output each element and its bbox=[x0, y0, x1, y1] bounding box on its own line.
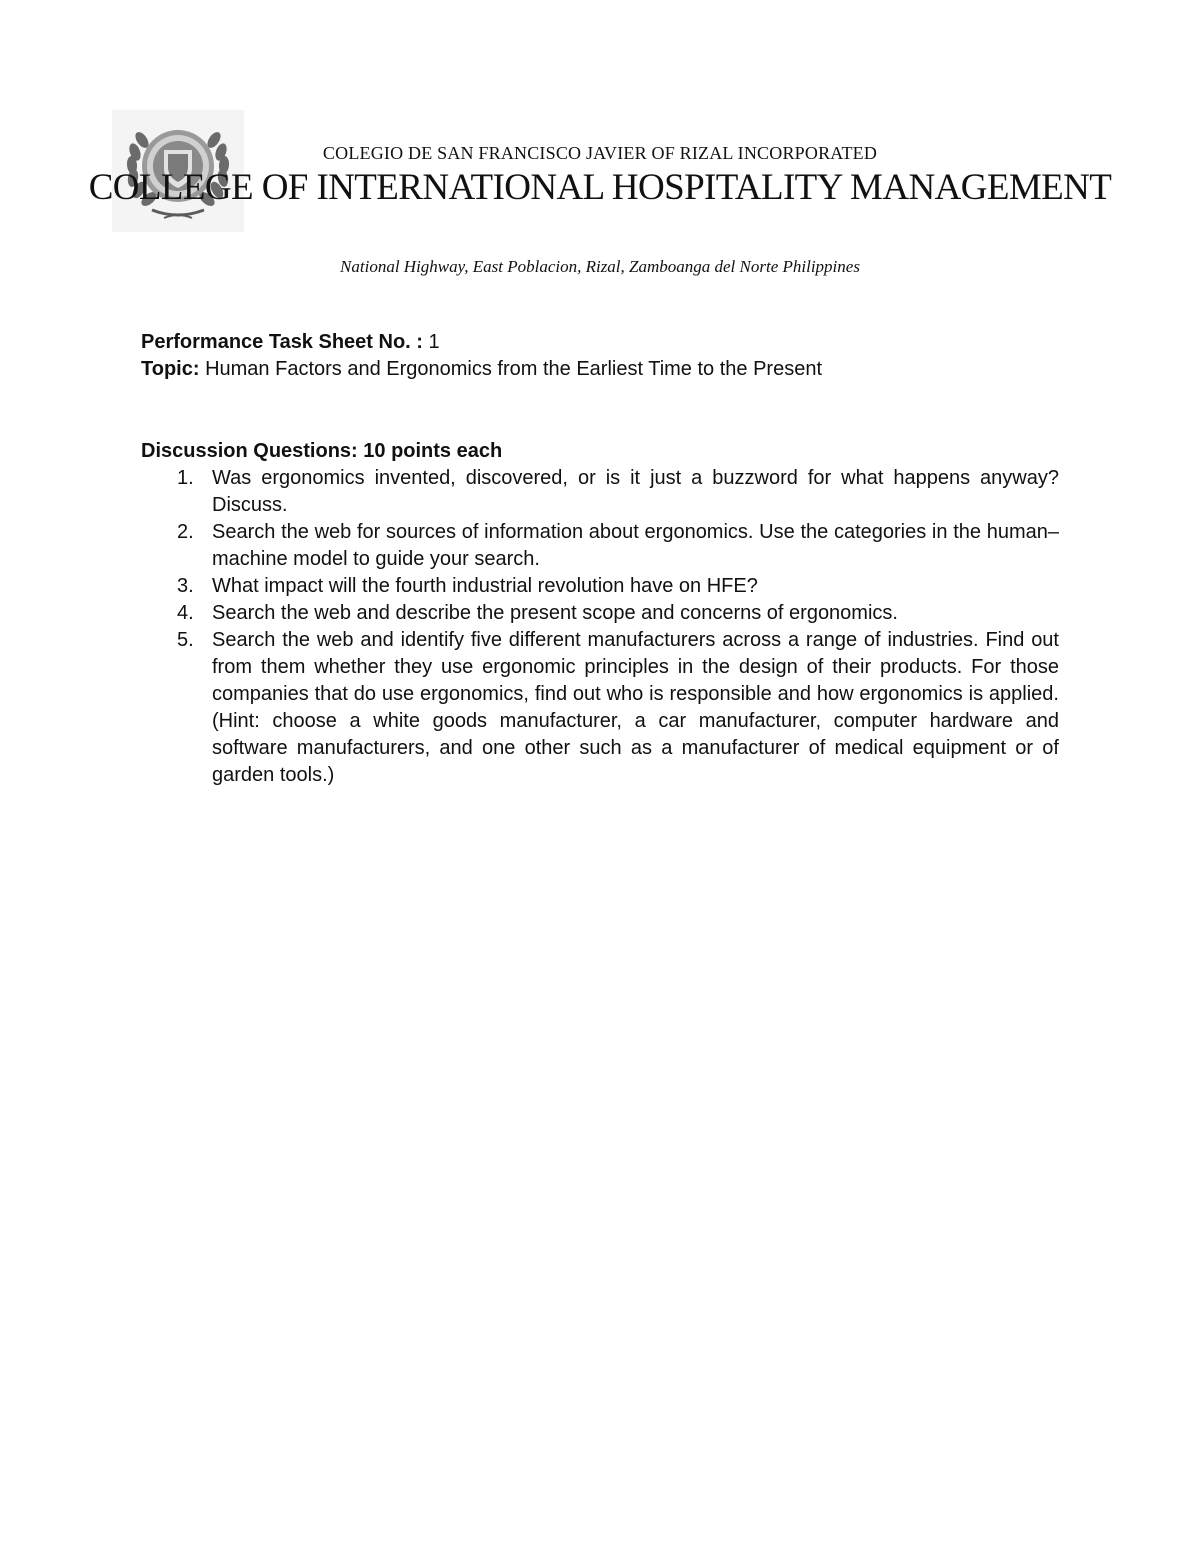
topic-line bbox=[141, 356, 1059, 383]
question-item bbox=[141, 465, 1059, 519]
question-item bbox=[141, 573, 1059, 600]
question-text: Search the web for sources of information about ergonomics. Use the categories in the human–machine model to guide your search. bbox=[212, 521, 1059, 570]
task-sheet-body bbox=[141, 329, 1059, 789]
question-text: Was ergonomics invented, discovered, or is it just a buzzword for what happens anyway? Discuss. bbox=[212, 467, 1059, 516]
sheet-number-value: 1 bbox=[428, 331, 440, 353]
college-address: National Highway, East Poblacion, Rizal, Zamboanga del Norte Philippines bbox=[340, 257, 860, 276]
question-number: 4. bbox=[177, 602, 194, 624]
question-text: Search the web and identify five different manufacturers across a range of industries. Find out from them whether they use ergonomic principles in the design of their products. For those companies that do use ergonomics, find out who is responsible and how ergonomics is applied. (Hint: choose a white goods manufacturer, a car manufacturer, computer hardware and software manufacturers, and one other such as a manufacturer of medical equipment or of garden tools.) bbox=[212, 629, 1059, 786]
question-text: Search the web and describe the present scope and concerns of ergonomics. bbox=[212, 602, 898, 624]
sheet-number-label: Performance Task Sheet No. : bbox=[141, 331, 423, 353]
question-number: 5. bbox=[177, 629, 194, 651]
question-number: 1. bbox=[177, 467, 194, 489]
topic-label: Topic: bbox=[141, 358, 200, 380]
question-item bbox=[141, 519, 1059, 573]
question-item bbox=[141, 627, 1059, 789]
college-name: COLLEGE OF INTERNATIONAL HOSPITALITY MANAGEMENT bbox=[88, 167, 1112, 208]
question-item bbox=[141, 600, 1059, 627]
question-text: What impact will the fourth industrial revolution have on HFE? bbox=[212, 575, 758, 597]
discussion-heading: Discussion Questions: 10 points each bbox=[141, 440, 503, 462]
sheet-number-line bbox=[141, 329, 1059, 356]
institution-name: COLEGIO DE SAN FRANCISCO JAVIER OF RIZAL INCORPORATED bbox=[322, 143, 878, 163]
discussion-questions-list bbox=[141, 465, 1059, 789]
question-number: 3. bbox=[177, 575, 194, 597]
question-number: 2. bbox=[177, 521, 194, 543]
topic-value: Human Factors and Ergonomics from the Earliest Time to the Present bbox=[205, 358, 823, 380]
